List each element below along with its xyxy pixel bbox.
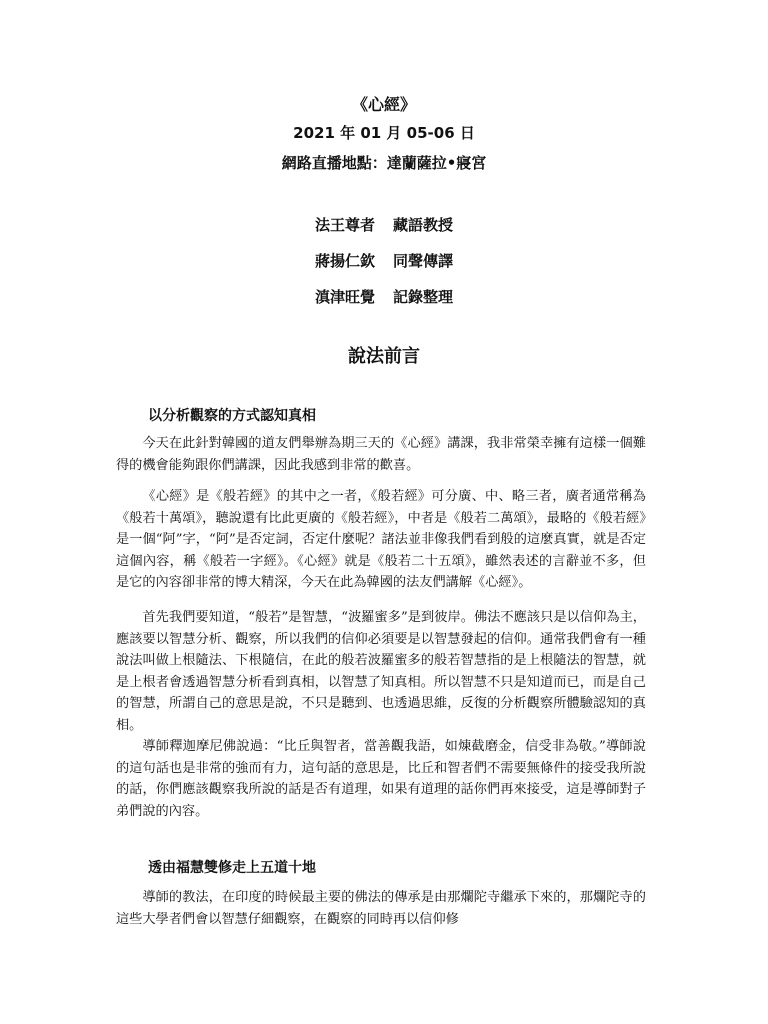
credit-row (315, 214, 453, 250)
credit-row (315, 250, 453, 286)
paragraph: 導師釋迦摩尼佛說過：“比丘與智者，當善觀我語，如煉截磨金，信受非為敬。”導師說的這句話也是非常的強而有力，這句話的意思是，比丘和智者們不需要無條件的接受我所說的話，你們應該觀察我所說的話是否有道理，如果有道理的話你們再來接受，這是導師對子弟們說的內容。 (116, 739, 646, 819)
section-heading: 以分析觀察的方式認知真相 (148, 408, 316, 424)
credit-row (315, 286, 453, 322)
paragraph: 今天在此針對韓國的道友們舉辦為期三天的《心經》講課，我非常榮幸擁有這樣一個難得的機會能夠跟你們講課，因此我感到非常的歡喜。 (116, 436, 646, 473)
credit-role: 記錄整理 (393, 288, 454, 306)
paragraph: 首先我們要知道，“般若”是智慧，“波羅蜜多”是到彼岸。佛法不應該只是以信仰為主，應該要以智慧分析、觀察，所以我們的信仰必須要是以智慧發起的信仰。通常我們會有一種說法叫做上根隨法、下根隨信，在此的般若波羅蜜多的般若智慧指的是上根隨法的智慧，就是上根者會透過智慧分析看到真相，以智慧了知真相。所以智慧不只是知道而已，而是自己的智慧，所謂自己的意思是說，不只是聽到、也透過思維，反復的分析觀察所體驗認知的真相。 (116, 610, 646, 733)
credit-role: 藏語教授 (393, 216, 454, 234)
paragraph: 《心經》是《般若經》的其中之一者，《般若經》可分廣、中、略三者，廣者通常稱為《般若十萬頌》，聽說還有比此更廣的《般若經》，中者是《般若二萬頌》，最略的《般若經》是一個“阿”字，“阿”是否定詞，否定什麼呢？諸法並非像我們看到般的這麼真實，就是否定這個內容，稱《般若一字經》。《心經》就是《般若二十五頌》，雖然表述的言辭並不多，但是它的內容卻非常的博大精深，今天在此為韓國的法友們講解《心經》。 (116, 489, 646, 590)
credit-name: 法王尊者 (315, 216, 376, 234)
document-title: 《心經》 (351, 95, 416, 114)
teaching-date: 2021 年 01 月 05-06 日 (293, 124, 475, 142)
section-heading: 透由福慧雙修走上五道十地 (148, 860, 316, 876)
credit-name: 滇津旺覺 (315, 288, 376, 306)
credit-role: 同聲傳譯 (393, 252, 454, 270)
credit-name: 蔣揚仁欽 (315, 252, 376, 270)
teaching-venue: 網路直播地點：達蘭薩拉•寢宮 (281, 154, 487, 172)
paragraph: 導師的教法，在印度的時候最主要的佛法的傳承是由那爛陀寺繼承下來的，那爛陀寺的這些大學者們會以智慧仔細觀察，在觀察的同時再以信仰修 (116, 890, 646, 927)
credits-block (315, 214, 453, 322)
section-title: 說法前言 (348, 346, 420, 367)
